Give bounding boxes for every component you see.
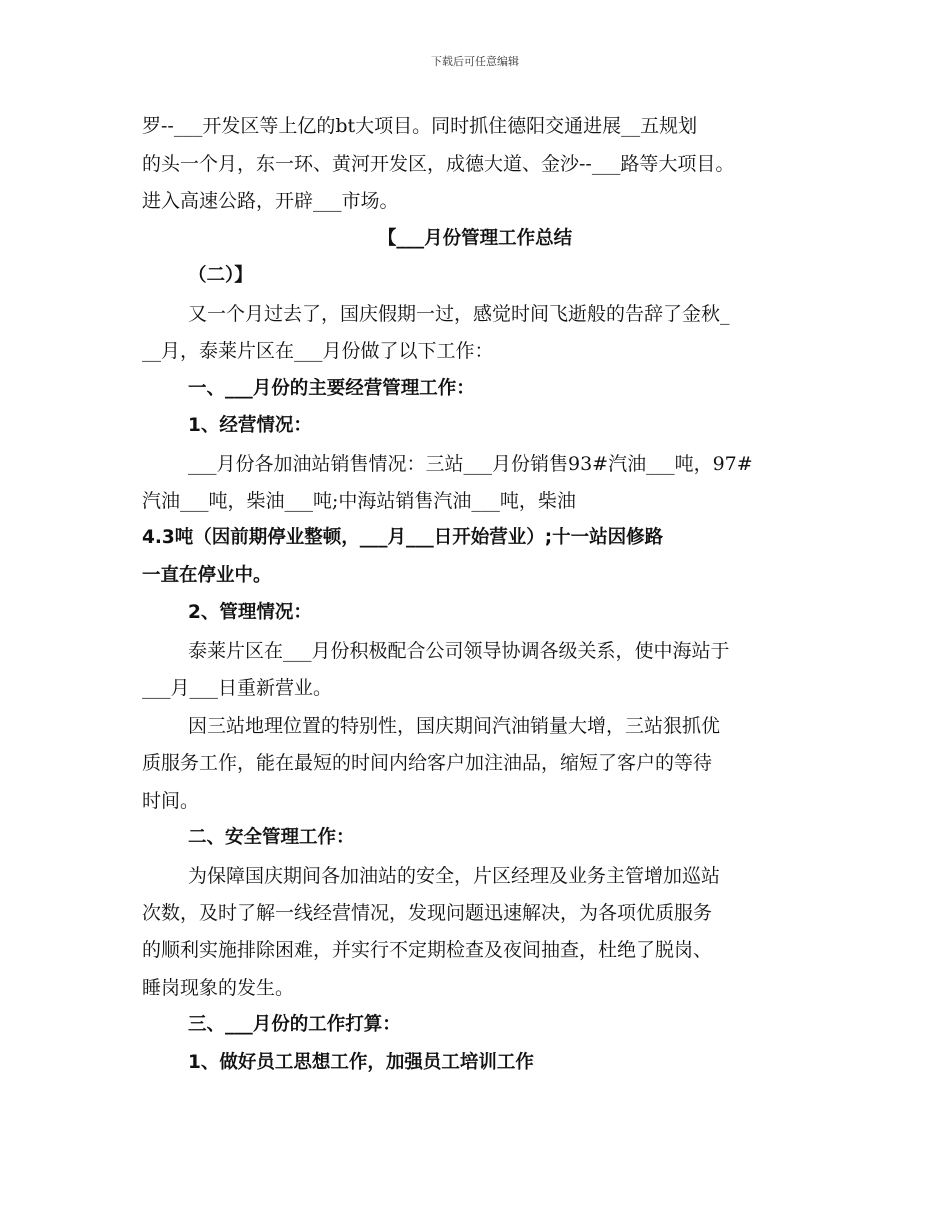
body-line-bold: 4.3吨（因前期停业整顿，___月___日开始营业）;十一站因修路 bbox=[142, 527, 664, 548]
body-line: 因三站地理位置的特别性，国庆期间汽油销量大增，三站狠抓优 bbox=[188, 715, 721, 737]
subheading-operations: 1、经营情况： bbox=[188, 415, 312, 436]
heading-safety: 二、安全管理工作： bbox=[188, 827, 355, 848]
body-line: 为保障国庆期间各加油站的安全，片区经理及业务主管增加巡站 bbox=[188, 865, 721, 887]
body-line: 质服务工作，能在最短的时间内给客户加注油品，缩短了客户的等待 bbox=[142, 752, 713, 774]
subheading-management: 2、管理情况： bbox=[188, 602, 312, 623]
subheading-staff-training: 1、做好员工思想工作，加强员工培训工作 bbox=[188, 1052, 534, 1073]
body-line: 时间。 bbox=[142, 790, 200, 812]
body-line: 泰莱片区在___月份积极配合公司领导协调各级关系，使中海站于 bbox=[188, 640, 730, 662]
section-title-continued: （二）】 bbox=[188, 265, 253, 286]
body-line: 汽油___吨，柴油___吨;中海站销售汽油___吨，柴油 bbox=[142, 490, 576, 512]
body-line-bold: 一直在停业中。 bbox=[142, 565, 272, 586]
body-line: 的头一个月，东一环、黄河开发区，成德大道、金沙--___路等大项目。 bbox=[142, 153, 735, 175]
body-line: 罗--___开发区等上亿的bt大项目。同时抓住德阳交通进展__五规划 bbox=[142, 115, 698, 137]
body-line: ___月份各加油站销售情况：三站___月份销售93#汽油___吨，97# bbox=[188, 453, 753, 475]
heading-main-operations: 一、___月份的主要经营管理工作： bbox=[188, 378, 475, 399]
body-line: 睡岗现象的发生。 bbox=[142, 977, 295, 999]
body-line: 又一个月过去了，国庆假期一过，感觉时间飞逝般的告辞了金秋_ bbox=[188, 303, 730, 325]
heading-plan: 三、___月份的工作打算： bbox=[188, 1014, 401, 1035]
page-header-note: 下载后可任意编辑 bbox=[431, 55, 519, 68]
body-line: 的顺利实施排除困难，并实行不定期检查及夜间抽查，杜绝了脱岗、 bbox=[142, 939, 713, 961]
body-line: 进入高速公路，开辟___市场。 bbox=[142, 190, 399, 212]
section-title: 【___月份管理工作总结 bbox=[377, 228, 573, 249]
body-line: 次数，及时了解一线经营情况，发现问题迅速解决，为各项优质服务 bbox=[142, 902, 713, 924]
body-line: ___月___日重新营业。 bbox=[142, 677, 333, 699]
body-line: __月，泰莱片区在___月份做了以下工作： bbox=[142, 340, 494, 362]
